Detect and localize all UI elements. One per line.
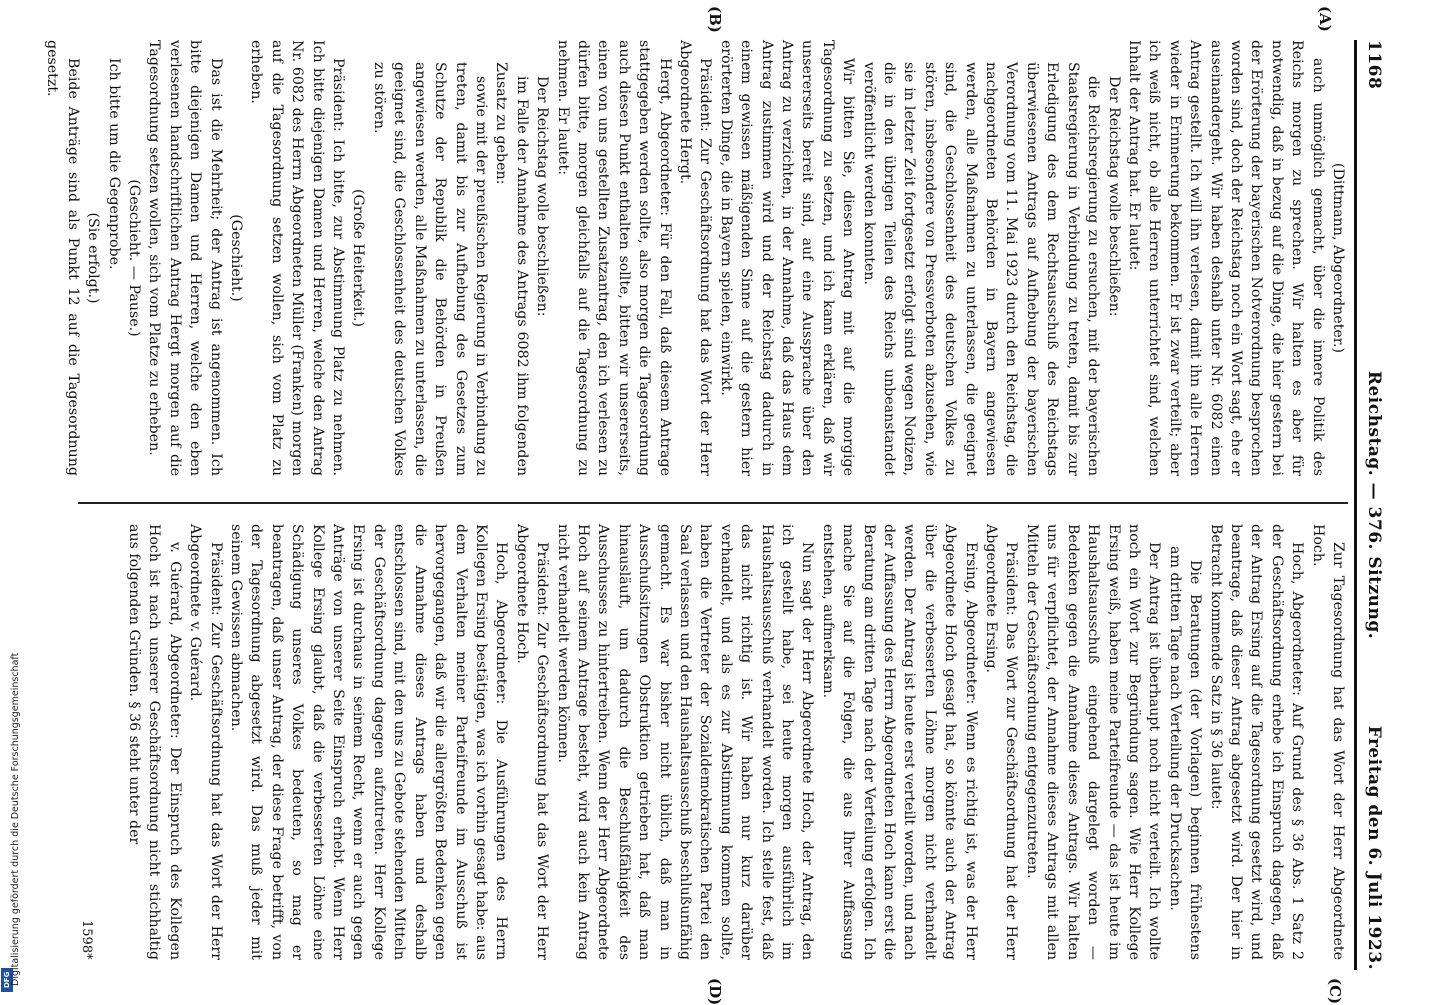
page-number: 1168 xyxy=(1364,40,1384,90)
paragraph: Hergt, Abgeordneter: Für den Fall, daß diesem Antrage stattgegeben werden sollte, also morgen die Tagesordnung auch diesen Punkt enthalten sollte, bitten wir unsererseits, einen von uns gestellten Zusatzantrag, den ich verlesen zu dürfen bitte, morgen gleichfalls auf die Tagesordnung zu nehmen. Er lautet: xyxy=(554,40,673,476)
right-column xyxy=(68,524,1348,960)
paragraph: im Falle der Annahme des Antrags 6082 ihm folgenden Zusatz zu geben: xyxy=(493,62,530,476)
dfg-logo: DFG xyxy=(1,968,13,992)
paragraph: Ich bitte um die Gegenprobe. xyxy=(105,58,122,270)
left-column xyxy=(44,40,1348,476)
stage-direction: (Geschieht.) xyxy=(228,214,245,302)
paragraph: Der Reichstag wolle beschließen: xyxy=(534,76,551,317)
stage-direction: (Sie erfolgt.) xyxy=(85,212,102,304)
paragraph: v. Guérard, Abgeordneter: Der Einspruch des Kollegen Hoch ist nach unserer Geschäftsordnung nicht stichhaltig aus folgenden Gründen. § 36 steht unter der xyxy=(126,524,183,960)
running-speaker: (Dittmann, Abgeordneter.) xyxy=(1330,162,1346,354)
paragraph: auch unmöglich gemacht, über die innere Politik des Reichs morgen zu sprechen. Wir halten es aber für notwendig, daß in bezug auf die Dinge, die hier gestern bei der Erörterung der bayerischen Notverordnung besprochen worden sind, doch der Reichstag noch ein Wort sagt, ehe er auseinandergeht. Wir haben deshalb unter Nr. 6082 einen Antrag gestellt. Ich will ihn verlesen, damit ihn alle Herren wieder in Erinnerung bekommen. Er ist zwar verteilt; aber ich weiß nicht, ob alle Herren unterrichtet sind, welchen Inhalt der Antrag hat. Er lautet: xyxy=(1125,40,1326,476)
paragraph: Präsident: Ich bitte, zur Abstimmung Platz zu nehmen. Ich bitte diejenigen Damen und Herren, welche den Antrag Nr. 6082 des Herrn Abgeordneten Müller (Franken) morgen auf die Tagesordnung setzen wollen, sich vom Platz zu erheben. xyxy=(248,40,347,476)
paragraph: Beide Anträge sind als Punkt 12 auf die Tagesordnung gesetzt. xyxy=(44,40,81,476)
paragraph: Wir bitten Sie, diesen Antrag mit auf die morgige Tagesordnung zu setzen, und ich kann erklären, daß wir unsererseits bereit sind, auf eine Aussprache über den Antrag zu verzichten, in der Annahme, daß das Haus dem Antrag zustimmen wird und der Reichstag dadurch in einem gewissen mäßigenden Sinne auf die gestern hier erörterten Dinge, die in Bayern spielen, einwirkt. xyxy=(717,40,857,476)
paragraph: Präsident: Zur Geschäftsordnung hat das Wort der Herr Abgeordnete Hergt. xyxy=(677,40,714,476)
paragraph: Das ist die Mehrheit; der Antrag ist angenommen. Ich bitte diejenigen Damen und Herren, welche den eben verlesenen handschriftlichen Antrag Hergt morgen auf die Tagesordnung setzen wollen, sich vom Platze zu erheben. xyxy=(146,40,224,476)
paragraph: Ersing, Abgeordneter: Wenn es richtig ist, was der Herr Abgeordnete Hoch gesagt hat, so könnte auch der Antrag über die verbesserten Löhne morgen nicht verhandelt werden. Der Antrag ist heute erst verteilt worden, und nach der Auffassung des Herrn Abgeordneten Hoch kann erst die Beratung am dritten Tage nach der Verteilung erfolgen. Ich mache Sie auf die Folgen, die aus Ihrer Auffassung entstehen, aufmerksam. xyxy=(819,524,979,960)
paragraph: Präsident: Zur Geschäftsordnung hat das Wort der Herr Abgeordnete Hoch. xyxy=(513,524,551,960)
paragraph: Die Beratungen (der Vorlagen) beginnen frühestens am dritten Tage nach Verteilung der Drucksachen. xyxy=(1166,546,1204,960)
paragraph: Präsident: Zur Geschäftsordnung hat das Wort der Herr Abgeordnete v. Guérard. xyxy=(187,524,224,960)
paragraph: die Reichsregierung zu ersuchen, mit der bayerischen Staatsregierung in Verbindung zu treten, damit bis zur Erledigung des dem Rechtsausschuß des Reichstags überwiesenen Antrags auf Aufhebung der bayerischen Verordnung vom 11. Mai 1923 durch den Reichstag, die nachgeordneten Behörden in Bayern angewiesen werden, alle Maßnahmen zu unterlassen, die geeignet sind, die Geschlossenheit des deutschen Volkes zu stören, insbesondere von Pressverboten abzusehen, wie sie in letzter Zeit fortgesetzt erfolgt sind wegen Notizen, die in den übrigen Teilen des Reichs unbeanstandet veröffentlicht werden konnten. xyxy=(860,62,1102,476)
stage-direction: (Große Heiterkeit.) xyxy=(350,188,367,328)
paragraph: Nun sagt der Herr Abgeordnete Hoch, der Antrag, den ich gestellt habe, sei heute morgen ausführlich im Haushaltsausschuß verhandelt worden. Ich stelle fest, daß das nicht richtig ist. Wir haben nur kurz darüber verhandelt, und als es zur Abstimmung kommen sollte, haben die Vertreter der Sozialdemokratischen Partei den Saal verlassen und den Haushaltsausschuß beschlußunfähig gemacht. Es war bisher nicht üblich, daß man in Ausschußsitzungen Obstruktion getrieben hat, daß man hinausläuft, um dadurch die Beschlußfähigkeit des Ausschusses zu hintertreiben. Wenn der Herr Abgeordnete Hoch auf seinem Antrage besteht, wird auch kein Antrag nicht verhandelt werden können. xyxy=(554,524,816,960)
header-rule xyxy=(1354,40,1357,970)
margin-marker-b: (B) xyxy=(706,6,724,33)
paragraph: Der Reichstag wolle beschließen: xyxy=(1105,76,1122,317)
page-header xyxy=(1358,40,1384,970)
header-date: Freitag den 6. Juli 1923. xyxy=(1364,725,1384,970)
paragraph: Der Antrag ist überhaupt noch nicht verteilt. Ich wollte noch ein Wort zur Begründung sagen. Wie Herr Kollege Ersing weiß, haben meine Parteifreunde — das ist heute im Haushaltsausschuß eingehend dargelegt worden — Bedenken gegen die Annahme dieses Antrags. Wir halten uns für verpflichtet, der Annahme dieses Antrags mit allen Mitteln der Geschäftsordnung entgegenzutreten. xyxy=(1023,524,1163,960)
stage-direction: (Geschieht. — Pause.) xyxy=(126,179,143,337)
margin-marker-d: (D) xyxy=(706,978,724,1005)
margin-marker-c: (C) xyxy=(1326,978,1344,1005)
digitization-credit: Digitalisierung gefördert durch die Deutsche Forschungsgemeinschaft xyxy=(10,652,21,986)
paragraph: Hoch, Abgeordneter: Die Ausführungen des Herrn Kollegen Ersing bestätigen, was ich vorhin gesagt habe: aus dem Verhalten meiner Parteifreunde im Ausschuß ist hervorgegangen, daß wir die allergrößten Bedenken gegen die Annahme dieses Antrags haben und deshalb entschlossen sind, mit den uns zu Gebote stehenden Mitteln der Geschäftsordnung dagegen aufzutreten. Herr Kollege Ersing ist durchaus in seinem Recht, wenn er auch gegen Anträge von unserer Seite Einspruch erhebt. Wenn Herr Kollege Ersing glaubt, daß die verbesserten Löhne eine Schädigung unseres Volkes bedeuten, so mag er beantragen, daß unser Antrag, der diese Frage betrifft, von der Tagesordnung abgesetzt wird. Das muß jeder mit seinem Gewissen abmachen. xyxy=(228,524,510,960)
margin-marker-a: (A) xyxy=(1316,6,1334,32)
rotated-document-page xyxy=(44,6,1384,1005)
paragraph: Hoch, Abgeordneter: Auf Grund des § 36 Abs. 1 Satz 2 der Geschäftsordnung erhebe ich Einspruch dagegen, daß der Antrag Ersing auf die Tagesordnung gesetzt wird, und beantrage, daß dieser Antrag abgesetzt wird. Der hier in Betracht kommende Satz in § 36 lautet: xyxy=(1207,524,1306,960)
paragraph: sowie mit der preußischen Regierung in Verbindung zu treten, damit bis zur Aufhebung des Gesetzes zum Schutze der Republik die Behörden in Preußen angewiesen werden, alle Maßnahmen zu unterlassen, die geeignet sind, die Geschlossenheit des deutschen Volkes zu stören. xyxy=(370,62,489,476)
header-title: Reichstag. — 376. Sitzung. xyxy=(1364,370,1384,640)
paragraph: Zur Tagesordnung hat das Wort der Herr Abgeordnete Hoch. xyxy=(1309,524,1346,960)
column-divider xyxy=(78,502,1348,504)
paragraph: Präsident: Das Wort zur Geschäftsordnung hat der Herr Abgeordnete Ersing. xyxy=(983,524,1020,960)
digitization-sidebar xyxy=(0,0,21,1000)
footer-sheet-number: 1598* xyxy=(79,920,94,960)
